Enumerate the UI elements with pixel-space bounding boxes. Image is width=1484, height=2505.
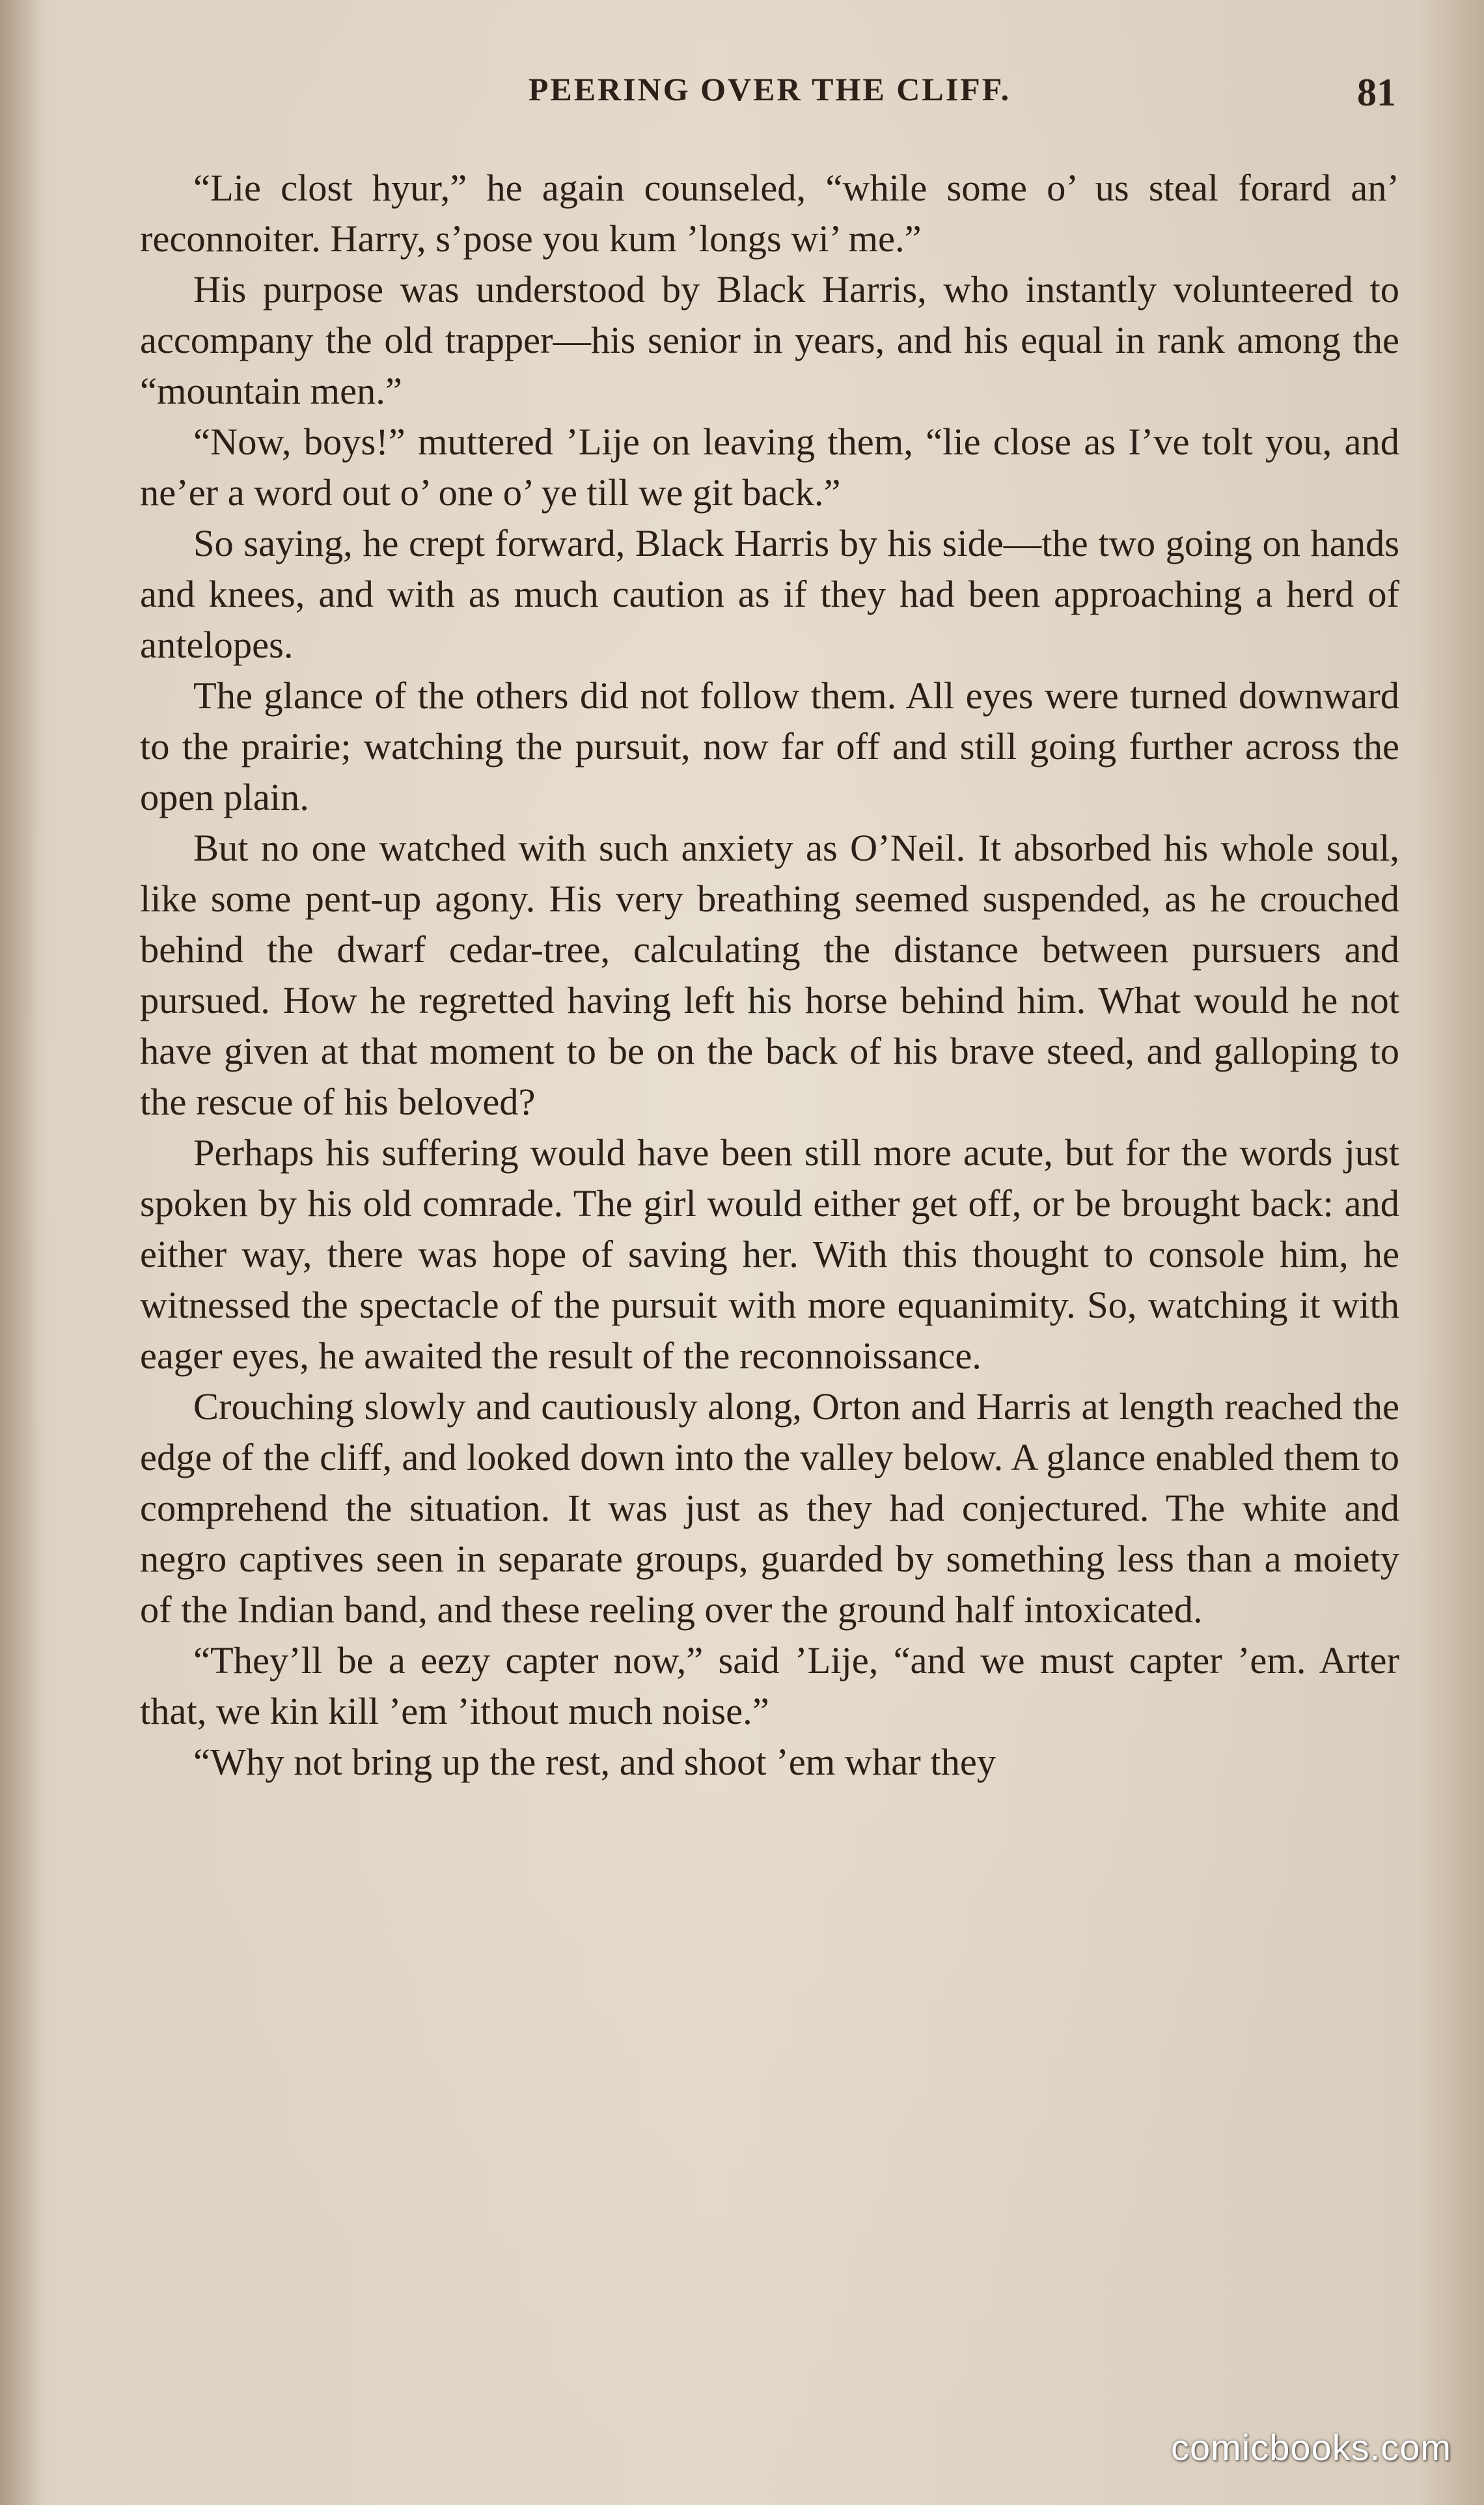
- paragraph: Crouching slowly and cautiously along, Orton and Harris at length reached the edge of the cliff, and looked down into the valley below. A glance enabled them to comprehend the situation. It was just as they had conjectured. The white and negro captives seen in separate groups, guarded by something less than a moiety of the Indian band, and these reeling over the ground half intoxicated.: [140, 1385, 1399, 1631]
- paragraph: “They’ll be a eezy capter now,” said ’Lije, “and we must capter ’em. Arter that, we kin kill ’em ’ithout much noise.”: [140, 1639, 1399, 1732]
- paragraph: The glance of the others did not follow them. All eyes were turned downward to the prairie; watching the pursuit, now far off and still going further across the open plain.: [140, 674, 1399, 818]
- paragraph: His purpose was understood by Black Harris, who instantly volunteered to accompany the old trapper—his senior in years, and his equal in rank among the “mountain men.”: [140, 268, 1399, 412]
- paragraph: So saying, he crept forward, Black Harris by his side—the two going on hands and knees, and with as much caution as if they had been approaching a herd of antelopes.: [140, 522, 1399, 666]
- paragraph: “Now, boys!” muttered ’Lije on leaving them, “lie close as I’ve tolt you, and ne’er a word out o’ one o’ ye till we git back.”: [140, 421, 1399, 514]
- page-header: [143, 70, 1396, 122]
- page-number: 81: [1357, 71, 1396, 114]
- body-text: [140, 163, 1399, 1788]
- spine-shadow: [0, 0, 39, 2505]
- paragraph: But no one watched with such anxiety as O’Neil. It absorbed his whole soul, like some pent-up agony. His very breathing seemed suspended, as he crouched behind the dwarf cedar-tree, calculating the distance between pursuers and pursued. How he regretted having left his horse behind him. What would he not have given at that moment to be on the back of his brave steed, and galloping to the rescue of his beloved?: [140, 827, 1399, 1123]
- running-head: PEERING OVER THE CLIFF.: [528, 71, 1011, 107]
- paragraph: “Lie clost hyur,” he again counseled, “while some o’ us steal forard an’ reconnoiter. Harry, s’pose you kum ’longs wi’ me.”: [140, 167, 1399, 260]
- paragraph: Perhaps his suffering would have been still more acute, but for the words just spoken by his old comrade. The girl would either get off, or be brought back: and either way, there was hope of saving her. With this thought to console him, he witnessed the spectacle of the pursuit with more equanimity. So, watching it with eager eyes, he awaited the result of the reconnoissance.: [140, 1131, 1399, 1377]
- watermark: comicbooks.com: [1170, 2427, 1451, 2468]
- paragraph: “Why not bring up the rest, and shoot ’em whar they: [193, 1741, 996, 1783]
